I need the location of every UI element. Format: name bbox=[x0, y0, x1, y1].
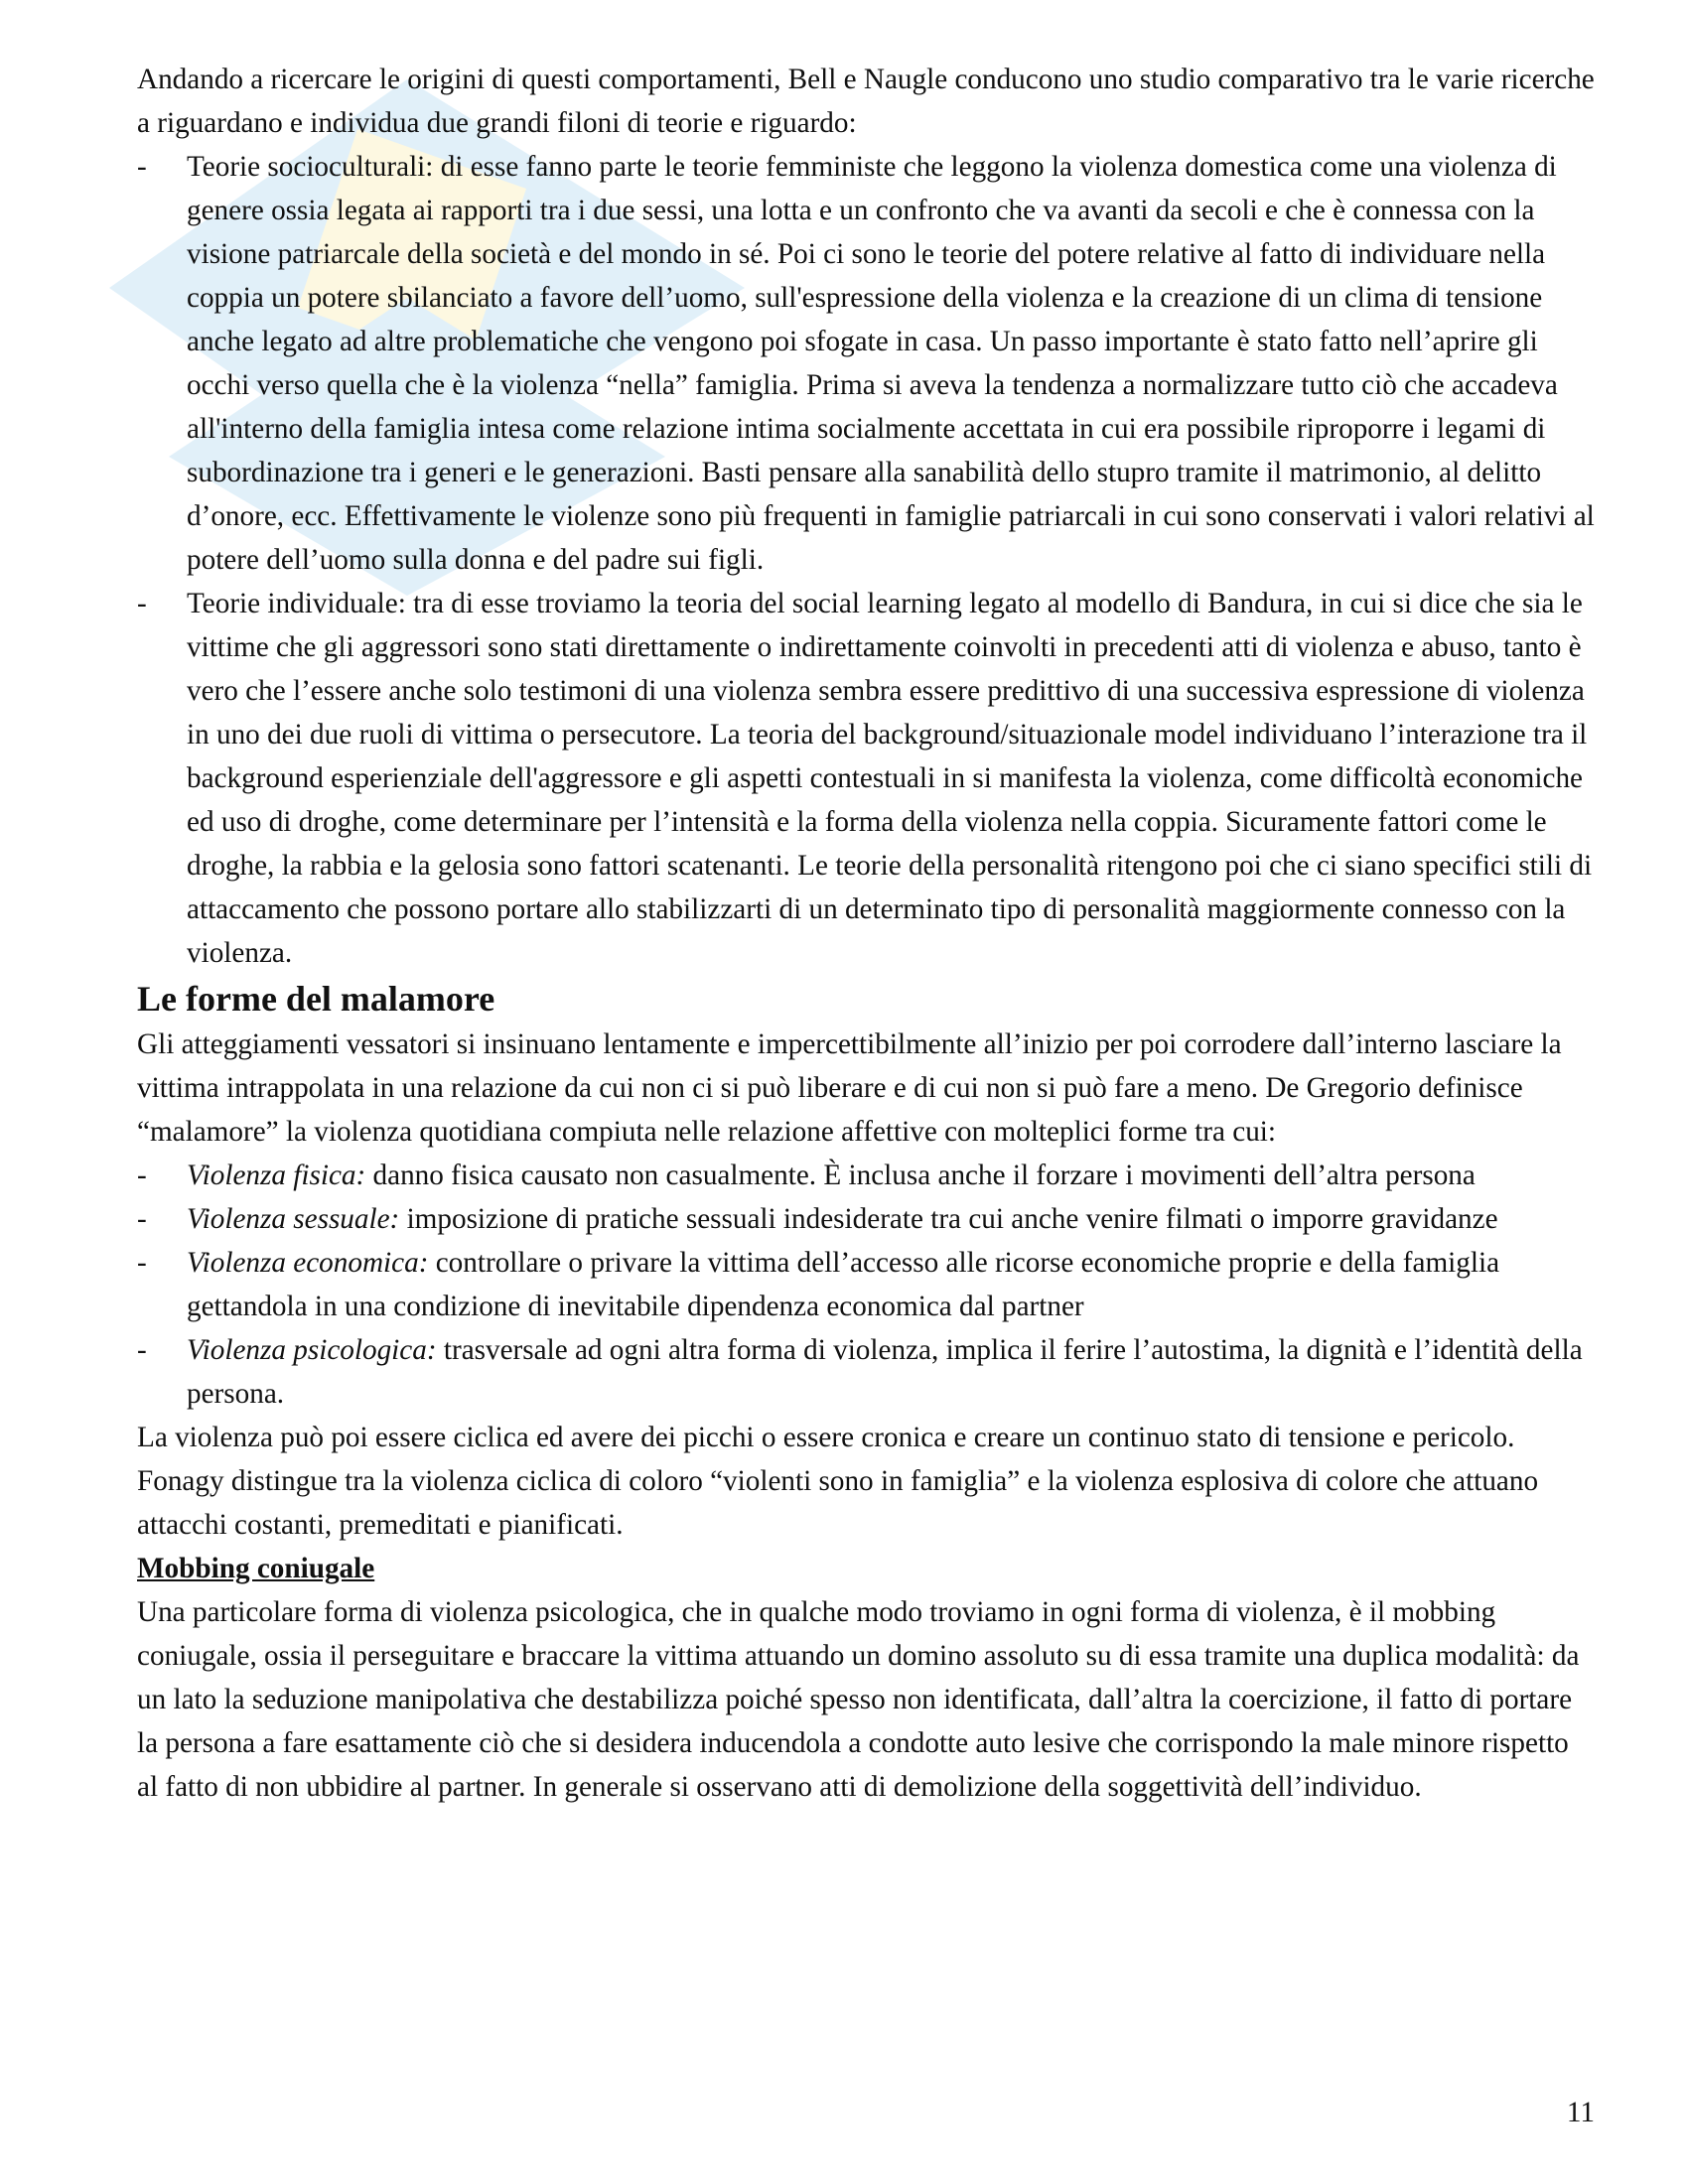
theories-list bbox=[137, 145, 1597, 975]
theory-sociocultural-text: Teorie socioculturali: di esse fanno parte le teorie femministe che leggono la violenza domestica come una violenza di genere ossia legata ai rapporti tra i due sessi, una lotta e un confronto che va avanti da secoli e che è connessa con la visione patriarcale della società e del mondo in sé. Poi ci sono le teorie del potere relative al fatto di individuare nella coppia un potere sbilanciato a favore dell’uomo, sull'espressione della violenza e la creazione di un clima di tensione anche legato ad altre problematiche che vengono poi sfogate in casa. Un passo importante è stato fatto nell’aprire gli occhi verso quella che è la violenza “nella” famiglia. Prima si aveva la tendenza a normalizzare tutto ciò che accadeva all'interno della famiglia intesa come relazione intima socialmente accettata in cui era possibile riproporre i legami di subordinazione tra i generi e le generazioni. Basti pensare alla sanabilità dello stupro tramite il matrimonio, al delitto d’onore, ecc. Effettivamente le violenze sono più frequenti in famiglie patriarcali in cui sono conservati i valori relativi al potere dell’uomo sulla donna e del padre sui figli. bbox=[187, 151, 1595, 576]
list-item bbox=[137, 1241, 1597, 1328]
list-marker: - bbox=[137, 1203, 147, 1235]
list-marker: - bbox=[137, 588, 147, 619]
document-page bbox=[137, 58, 1597, 1809]
form-description: danno fisica causato non casualmente. È inclusa anche il forzare i movimenti dell’altra persona bbox=[365, 1160, 1476, 1191]
section-intro-paragraph: Gli atteggiamenti vessatori si insinuano lentamente e impercettibilmente all’inizio per poi corrodere dall’interno lasciare la vittima intrappolata in una relazione da cui non ci si può liberare e di cui non si può fare a meno. De Gregorio definisce “malamore” la violenza quotidiana compiuta nelle relazione affettive con molteplici forme tra cui: bbox=[137, 1028, 1562, 1148]
list-marker: - bbox=[137, 1247, 147, 1279]
form-description: trasversale ad ogni altra forma di violenza, implica il ferire l’autostima, la dignità e l’identità della persona. bbox=[187, 1334, 1583, 1410]
form-description: imposizione di pratiche sessuali indesiderate tra cui anche venire filmati o imporre gravidanze bbox=[399, 1203, 1498, 1235]
list-marker: - bbox=[137, 151, 147, 183]
form-term: Violenza psicologica: bbox=[187, 1334, 437, 1366]
list-item bbox=[137, 582, 1597, 975]
list-marker: - bbox=[137, 1160, 147, 1191]
list-item bbox=[137, 145, 1597, 582]
section-title: Le forme del malamore bbox=[137, 979, 495, 1019]
page-number: 11 bbox=[1566, 2097, 1595, 2128]
theory-individual-text: Teorie individuale: tra di esse troviamo la teoria del social learning legato al modello di Bandura, in cui si dice che sia le vittime che gli aggressori sono stati direttamente o indirettamente coinvolti in precedenti atti di violenza e abuso, tanto è vero che l’essere anche solo testimoni di una violenza sembra essere predittivo di una successiva espressione di violenza in uno dei due ruoli di vittima o persecutore. La teoria del background/situazionale model individuano l’interazione tra il background esperienziale dell'aggressore e gli aspetti contestuali in si manifesta la violenza, come difficoltà economiche ed uso di droghe, come determinare per l’intensità e la forma della violenza nella coppia. Sicuramente fattori come le droghe, la rabbia e la gelosia sono fattori scatenanti. Le teorie della personalità ritengono poi che ci siano specifici stili di attaccamento che possono portare allo stabilizzarti di un determinato tipo di personalità maggiormente connesso con la violenza. bbox=[187, 588, 1593, 969]
mobbing-paragraph: Una particolare forma di violenza psicologica, che in qualche modo troviamo in ogni forma di violenza, è il mobbing coniugale, ossia il perseguitare e braccare la vittima attuando un domino assoluto su di essa tramite una duplica modalità: da un lato la seduzione manipolativa che destabilizza poiché spesso non identificata, dall’altra la coercizione, il fatto di portare la persona a fare esattamente ciò che si desidera inducendola a condotte auto lesive che corrispondo la male minore rispetto al fatto di non ubbidire al partner. In generale si osservano atti di demolizione della soggettività dell’individuo. bbox=[137, 1596, 1580, 1803]
form-term: Violenza fisica: bbox=[187, 1160, 366, 1191]
list-item bbox=[137, 1328, 1597, 1416]
form-term: Violenza sessuale: bbox=[187, 1203, 400, 1235]
intro-paragraph: Andando a ricercare le origini di questi comportamenti, Bell e Naugle conducono uno studio comparativo tra le varie ricerche a riguardano e individua due grandi filoni di teorie e riguardo: bbox=[137, 64, 1595, 139]
list-item bbox=[137, 1154, 1597, 1197]
forms-list bbox=[137, 1154, 1597, 1416]
list-item bbox=[137, 1197, 1597, 1241]
subsection-title: Mobbing coniugale bbox=[137, 1553, 375, 1584]
form-term: Violenza economica: bbox=[187, 1247, 429, 1279]
list-marker: - bbox=[137, 1334, 147, 1366]
cyclic-violence-paragraph: La violenza può poi essere ciclica ed avere dei picchi o essere cronica e creare un continuo stato di tensione e pericolo. Fonagy distingue tra la violenza ciclica di coloro “violenti sono in famiglia” e la violenza esplosiva di colore che attuano attacchi costanti, premeditati e pianificati. bbox=[137, 1422, 1539, 1541]
form-description: controllare o privare la vittima dell’accesso alle ricorse economiche proprie e della famiglia gettandola in una condizione di inevitabile dipendenza economica dal partner bbox=[187, 1247, 1500, 1322]
